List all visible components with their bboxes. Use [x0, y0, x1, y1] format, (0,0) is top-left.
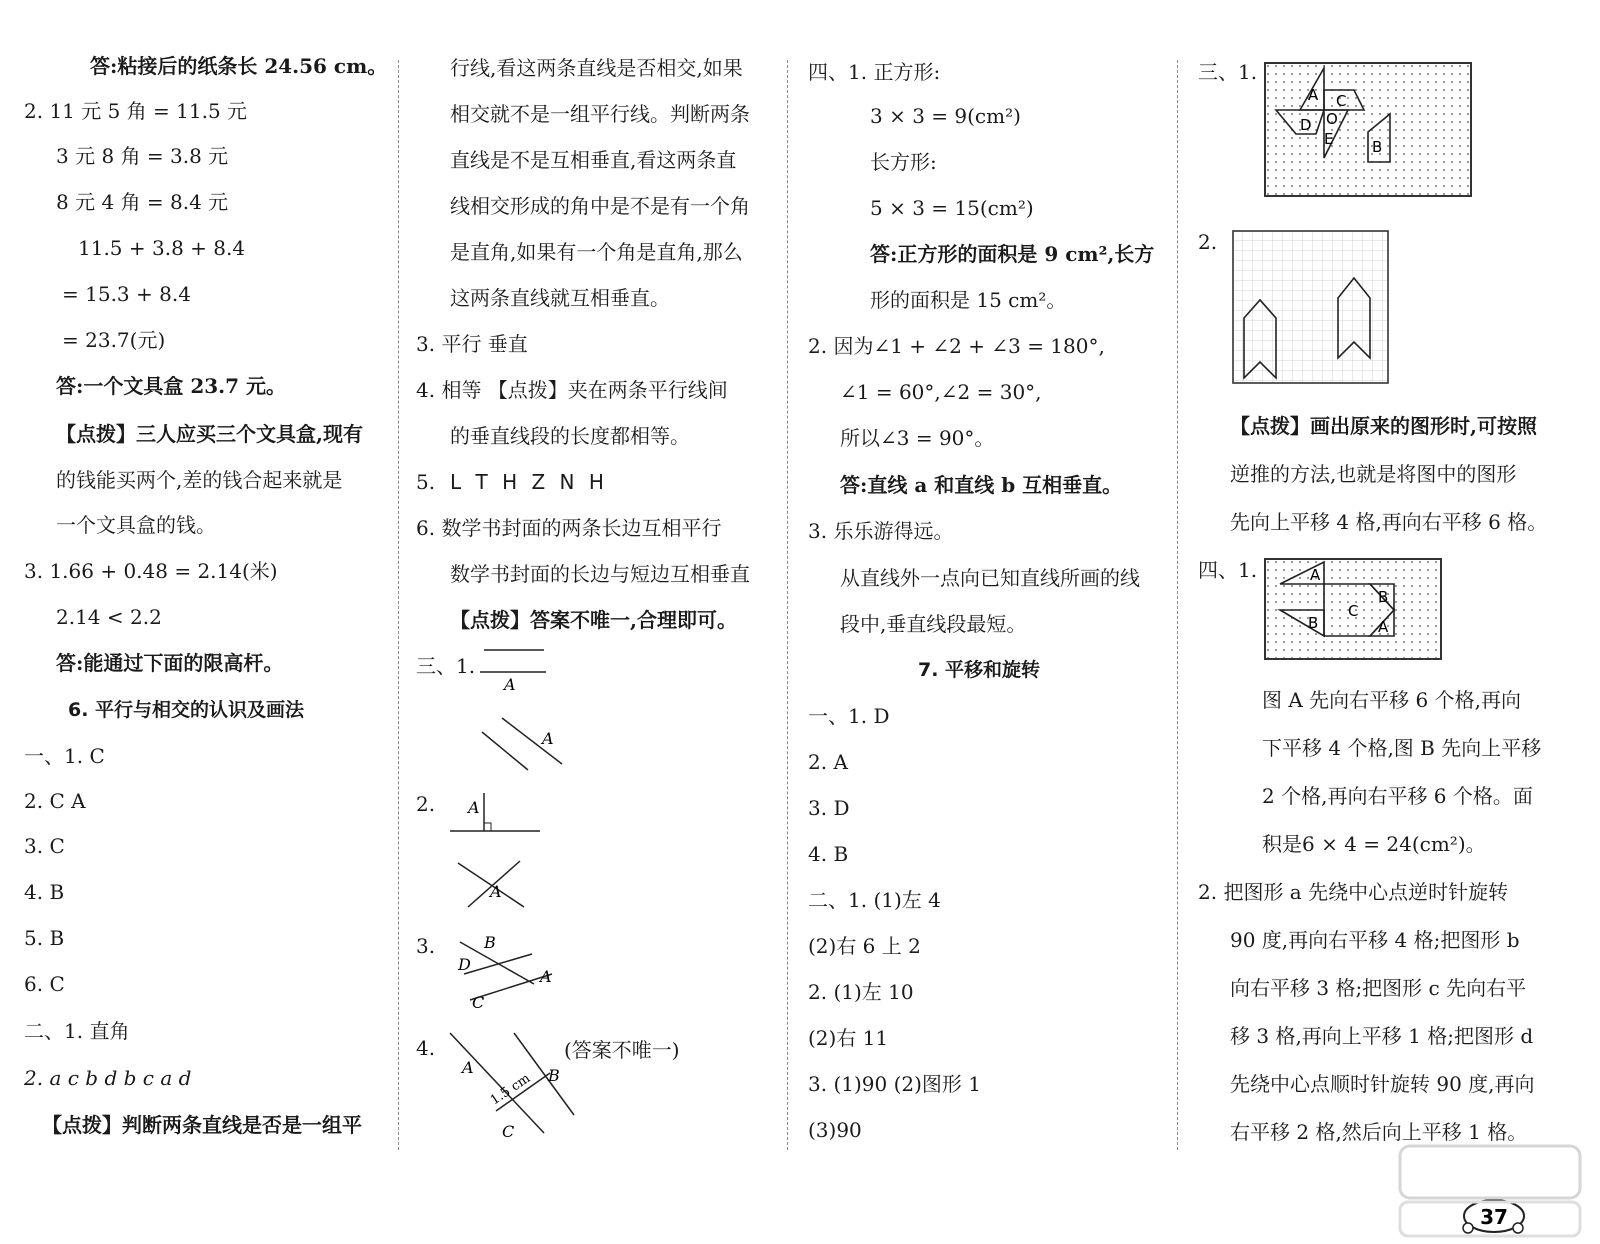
hint-line: 行线,看这两条直线是否相交,如果 [450, 56, 743, 80]
column-2 [400, 0, 785, 1244]
section-title: 6. 平行与相交的认识及画法 [68, 699, 305, 721]
answer-line: 长方形: [870, 150, 937, 174]
answer-line: 2. (1)左 10 [808, 980, 914, 1004]
answer-line: 3. C [24, 834, 65, 858]
answer-line: 6. C [24, 972, 65, 996]
note-text: (答案不唯一) [564, 1038, 680, 1062]
shape-label: E [1324, 130, 1334, 148]
column-4 [1182, 0, 1600, 1244]
answer-line: 右平移 2 格,然后向上平移 1 格。 [1230, 1120, 1528, 1144]
answer-line: 答:粘接后的纸条长 24.56 cm。 [90, 54, 388, 78]
answer-number: 三、1. [416, 654, 476, 678]
point-label: A [542, 729, 554, 748]
answer-line: 3. 1.66 + 0.48 = 2.14(米) [24, 559, 278, 583]
answer-number: 三、1. [1198, 60, 1258, 84]
point-label: A [490, 882, 502, 901]
shape-label: B [1372, 138, 1383, 156]
answer-line: 2. A [808, 750, 848, 774]
answer-line: 一、1. C [24, 744, 105, 768]
answer-line: 5 × 3 = 15(cm²) [870, 196, 1034, 220]
column-divider [787, 60, 788, 1150]
shape-label: O [1326, 110, 1338, 128]
column-1 [0, 0, 395, 1244]
answer-line: 二、1. 直角 [24, 1019, 130, 1043]
hint-line: 【点拨】判断两条直线是否是一组平 [42, 1113, 362, 1137]
length-label: 1.5 cm [487, 1071, 534, 1109]
answer-line: 向右平移 3 格;把图形 c 先向右平 [1230, 976, 1527, 1000]
answer-number: 2. [416, 792, 436, 816]
hint-line: 【点拨】三人应买三个文具盒,现有 [56, 422, 363, 446]
answer-line: 答:正方形的面积是 9 cm²,长方 [870, 242, 1155, 266]
answer-line: 二、1. (1)左 4 [808, 888, 941, 912]
answer-line: 段中,垂直线段最短。 [840, 612, 1027, 636]
section-title: 7. 平移和旋转 [918, 659, 1041, 681]
answer-line: 一、1. D [808, 704, 890, 728]
parallel-lines-figure [460, 640, 580, 780]
answer-line: 5. B [24, 926, 65, 950]
shape-label: C [1348, 602, 1359, 620]
answer-line: 答:一个文具盒 23.7 元。 [56, 374, 287, 398]
answer-line: 90 度,再向右平移 4 格;把图形 b [1230, 928, 1520, 952]
point-label: A [540, 967, 552, 986]
answer-line: 答:直线 a 和直线 b 互相垂直。 [840, 473, 1123, 497]
shape-label: C [1336, 92, 1347, 110]
shape-label: D [1300, 116, 1312, 134]
shape-label: B [1378, 588, 1389, 606]
answer-line: 3 × 3 = 9(cm²) [870, 104, 1021, 128]
shape-label: A [1378, 618, 1389, 636]
point-label: B [548, 1066, 560, 1085]
answer-line: 8 元 4 角 = 8.4 元 [56, 190, 229, 214]
answer-line: (3)90 [808, 1118, 862, 1142]
point-label: C [502, 1122, 515, 1141]
answer-number: 四、1. [1198, 558, 1258, 582]
answer-line: 3. (1)90 (2)图形 1 [808, 1072, 981, 1096]
grid-figure-shapes [1264, 558, 1444, 662]
answer-line: 2. 11 元 5 角 = 11.5 元 [24, 99, 248, 123]
answer-line: 2. 因为∠1 + ∠2 + ∠3 = 180°, [808, 334, 1105, 358]
hint-line: 线相交形成的角中是不是有一个角 [450, 194, 750, 218]
answer-line: 11.5 + 3.8 + 8.4 [78, 236, 246, 260]
answer-line: 移 3 格,再向上平移 1 格;把图形 d [1230, 1024, 1534, 1048]
answer-line: L T H Z N H [450, 470, 608, 494]
answer-number: 5. [416, 470, 436, 494]
page-number: 37 [1480, 1205, 1508, 1229]
intersecting-lines-figure [450, 930, 570, 1010]
answer-number: 4. [416, 1036, 436, 1060]
answer-line: = 15.3 + 8.4 [62, 282, 191, 306]
answer-line: 四、1. 正方形: [808, 60, 941, 84]
answer-line: 4. B [24, 880, 65, 904]
answer-line: 3. D [808, 796, 850, 820]
hint-line: 的钱能买两个,差的钱合起来就是 [56, 468, 343, 492]
parallel-distance-figure [444, 1025, 584, 1145]
answer-line: 3. 乐乐游得远。 [808, 519, 954, 543]
column-divider [1177, 60, 1178, 1150]
grid-figure-pinwheel [1264, 62, 1474, 198]
hint-line: 直线是不是互相垂直,看这两条直 [450, 148, 737, 172]
answer-line: 答:能通过下面的限高杆。 [56, 651, 284, 675]
answer-line: (2)右 11 [808, 1026, 889, 1050]
point-label: A [504, 675, 516, 694]
column-divider [398, 60, 399, 1150]
grid-figure-arrows [1232, 230, 1392, 386]
point-label: A [462, 1058, 474, 1077]
watermark-logo [1400, 1140, 1590, 1240]
hint-line: 【点拨】答案不唯一,合理即可。 [450, 608, 737, 632]
hint-line: 一个文具盒的钱。 [56, 513, 216, 537]
answer-line: 积是6 × 4 = 24(cm²)。 [1262, 832, 1486, 856]
point-label: D [458, 955, 471, 974]
hint-line: 相交就不是一组平行线。判断两条 [450, 102, 750, 126]
column-3 [790, 0, 1175, 1244]
hint-line: 逆推的方法,也就是将图中的图形 [1230, 462, 1517, 486]
hint-line: 先向上平移 4 格,再向右平移 6 格。 [1230, 510, 1548, 534]
answer-line: 2. C A [24, 789, 86, 813]
answer-line: 形的面积是 15 cm²。 [870, 288, 1067, 312]
answer-line: 先绕中心点顺时针旋转 90 度,再向 [1230, 1072, 1535, 1096]
point-label: C [472, 993, 485, 1012]
shape-label: A [1310, 566, 1321, 584]
perpendicular-figure [440, 785, 560, 920]
shape-label: B [1308, 614, 1319, 632]
answer-line: ∠1 = 60°,∠2 = 30°, [840, 380, 1042, 404]
answer-line: = 23.7(元) [62, 328, 166, 352]
answer-line: 2 个格,再向右平移 6 个格。面 [1262, 784, 1533, 808]
hint-line: 这两条直线就互相垂直。 [450, 286, 670, 310]
answer-line: 图 A 先向右平移 6 个格,再向 [1262, 688, 1521, 712]
shape-label: A [1308, 86, 1319, 104]
point-label: B [484, 933, 496, 952]
answer-line: 3. 平行 垂直 [416, 332, 528, 356]
answer-number: 3. [416, 934, 436, 958]
answer-line: 2. 把图形 a 先绕中心点逆时针旋转 [1198, 880, 1509, 904]
answer-line: 4. B [808, 842, 849, 866]
answer-line: (2)右 6 上 2 [808, 934, 921, 958]
answer-number: 2. [1198, 230, 1218, 254]
answer-line: 2.14 < 2.2 [56, 605, 162, 629]
answer-line: 4. 相等 【点拨】夹在两条平行线间 [416, 378, 728, 402]
answer-line: 从直线外一点向已知直线所画的线 [840, 566, 1140, 590]
answer-line: 2. a c b d b c a d [24, 1066, 192, 1090]
answer-line: 3 元 8 角 = 3.8 元 [56, 144, 229, 168]
answer-line: 数学书封面的长边与短边互相垂直 [450, 562, 750, 586]
answer-line: 6. 数学书封面的两条长边互相平行 [416, 516, 722, 540]
answer-line: 下平移 4 个格,图 B 先向上平移 [1262, 736, 1542, 760]
point-label: A [468, 798, 480, 817]
hint-line: 【点拨】画出原来的图形时,可按照 [1230, 414, 1537, 438]
answer-line: 所以∠3 = 90°。 [840, 426, 995, 450]
hint-line: 的垂直线段的长度都相等。 [450, 424, 690, 448]
hint-line: 是直角,如果有一个角是直角,那么 [450, 240, 743, 264]
